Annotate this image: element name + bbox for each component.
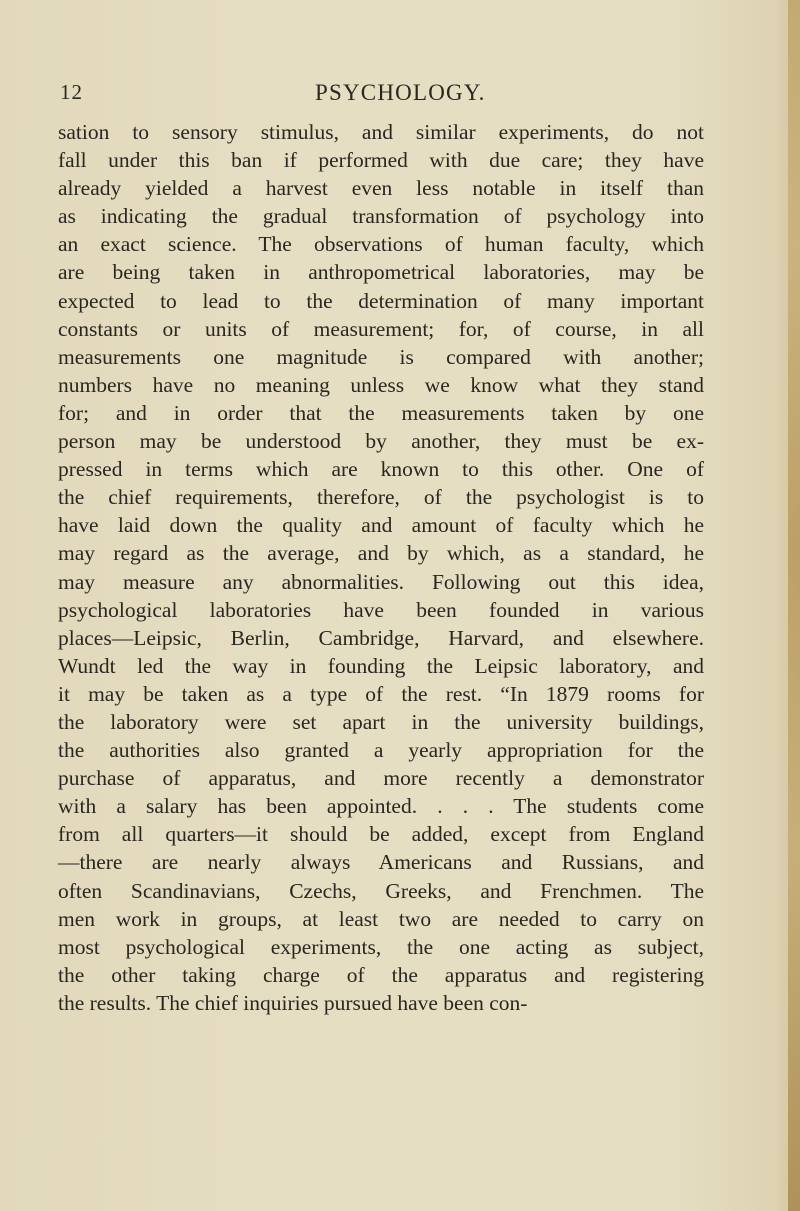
text-line: pressed in terms which are known to this other. One of: [58, 457, 704, 482]
text-line: from all quarters—it should be added, except from England: [58, 822, 704, 847]
text-line: men work in groups, at least two are needed to carry on: [58, 906, 704, 931]
text-line: psychological laboratories have been founded in various: [58, 597, 704, 622]
text-line: purchase of apparatus, and more recently a demonstrator: [58, 766, 704, 791]
text-line: as indicating the gradual transformation of psychology into: [58, 204, 704, 229]
text-line: have laid down the quality and amount of faculty which he: [58, 513, 704, 538]
text-line: with a salary has been appointed. . . . The students come: [58, 794, 704, 819]
text-line: may measure any abnormalities. Following out this idea,: [58, 569, 704, 594]
page-number: 12: [60, 80, 83, 104]
text-line: the authorities also granted a yearly appropriation for the: [58, 738, 704, 763]
text-line: places—Leipsic, Berlin, Cambridge, Harvard, and elsewhere.: [58, 625, 704, 650]
text-line: the other taking charge of the apparatus and registering: [58, 962, 704, 987]
text-line: numbers have no meaning unless we know what they stand: [58, 372, 704, 397]
text-line: fall under this ban if performed with due care; they have: [58, 148, 704, 173]
text-line: the results. The chief inquiries pursued have been con-: [58, 990, 528, 1015]
page-edge: [788, 0, 800, 1211]
page-header: [60, 80, 700, 114]
text-line: the chief requirements, therefore, of the psychologist is to: [58, 485, 704, 510]
text-line: most psychological experiments, the one acting as subject,: [58, 934, 704, 959]
text-line: —there are nearly always Americans and Russians, and: [58, 850, 704, 875]
text-line: measurements one magnitude is compared with another;: [58, 344, 704, 369]
text-line: sation to sensory stimulus, and similar experiments, do not: [58, 120, 704, 144]
text-line: the laboratory were set apart in the university buildings,: [58, 709, 704, 734]
text-line: for; and in order that the measurements taken by one: [58, 400, 704, 425]
text-line: Wundt led the way in founding the Leipsic laboratory, and: [58, 653, 704, 678]
text-line: may regard as the average, and by which, as a standard, he: [58, 541, 704, 566]
text-line: often Scandinavians, Czechs, Greeks, and Frenchmen. The: [58, 878, 704, 903]
text-line: constants or units of measurement; for, of course, in all: [58, 316, 704, 341]
text-line: it may be taken as a type of the rest. “In 1879 rooms for: [58, 681, 704, 706]
text-line: an exact science. The observations of human faculty, which: [58, 232, 704, 257]
running-head: PSYCHOLOGY.: [315, 80, 486, 105]
text-line: are being taken in anthropometrical laboratories, may be: [58, 260, 704, 285]
text-line: expected to lead to the determination of many important: [58, 288, 704, 313]
text-line: already yielded a harvest even less notable in itself than: [58, 176, 704, 201]
body-text: [58, 118, 704, 1017]
text-line: person may be understood by another, they must be ex-: [58, 429, 704, 454]
